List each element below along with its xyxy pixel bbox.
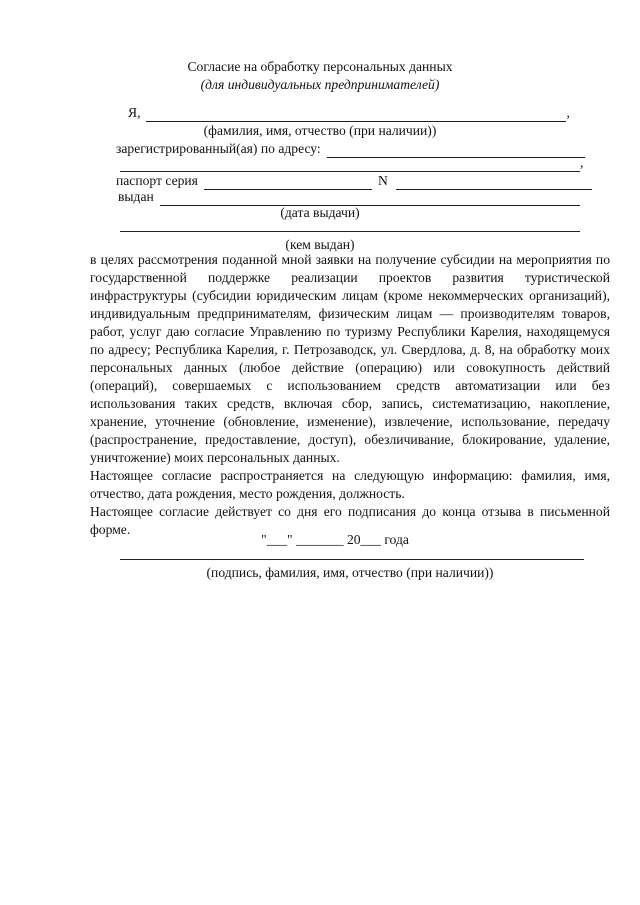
address-field-line-2[interactable] [120,158,580,172]
address-comma: , [580,155,584,170]
name-comma: , [566,105,570,120]
passport-label: паспорт серия [116,173,198,188]
signature-caption: (подпись, фамилия, имя, отчество (при наличии)) [206,565,494,580]
consent-paragraph-2: Настоящее согласие распространяется на следующую информацию: фамилия, имя, отчество, дата рождения, место рождения, должность. [90,468,610,501]
document-title: Согласие на обработку персональных данных [187,59,453,74]
date-line: "___" _______ 20___ года [261,532,409,547]
name-field-line[interactable] [146,108,566,122]
consent-paragraph-3: Настоящее согласие действует со дня его подписания до конца отзыва в письменной форме. [90,504,610,537]
signature-row [120,546,584,560]
name-row [128,104,570,122]
consent-body [90,251,610,539]
i-label: Я, [128,105,141,120]
issuer-row [120,218,580,232]
signature-line[interactable] [120,546,584,560]
name-caption: (фамилия, имя, отчество (при наличии)) [203,123,437,138]
consent-paragraph-1: в целях рассмотрения поданной мной заявки на получение субсидии на мероприятия по государственной поддержке реализации проектов развития туристической инфраструктуры (субсидии юридическим лицам (кроме некоммерческих организаций), индивидуальным предпринимателям, физическим лицам — производителям товаров, работ, услуг даю согласие Управлению по туризму Республики Карелия, находящемуся по адресу; Республика Карелия, г. Петрозаводск, ул. Свердлова, д. 8, на обработку моих персональных данных (любое действие (операцию) или совокупность действий (операций), совершаемых с использованием средств автоматизации или без использования таких средств, включая сбор, запись, систематизацию, накопление, хранение, уточнение (обновление, изменение), извлечение, использование, передачу (распространение, предоставление, доступ), обезличивание, блокирование, удаление, уничтожение) моих персональных данных. [90,252,610,465]
issuer-caption: (кем выдан) [285,237,355,252]
document-subtitle: (для индивидуальных предпринимателей) [200,77,440,92]
issued-label: выдан [118,189,154,204]
address-row-2 [120,154,583,172]
number-label: N [377,173,388,188]
address-label: зарегистрированный(ая) по адресу: [116,141,321,156]
issuer-field-line[interactable] [120,218,580,232]
date-caption: (дата выдачи) [280,205,360,220]
